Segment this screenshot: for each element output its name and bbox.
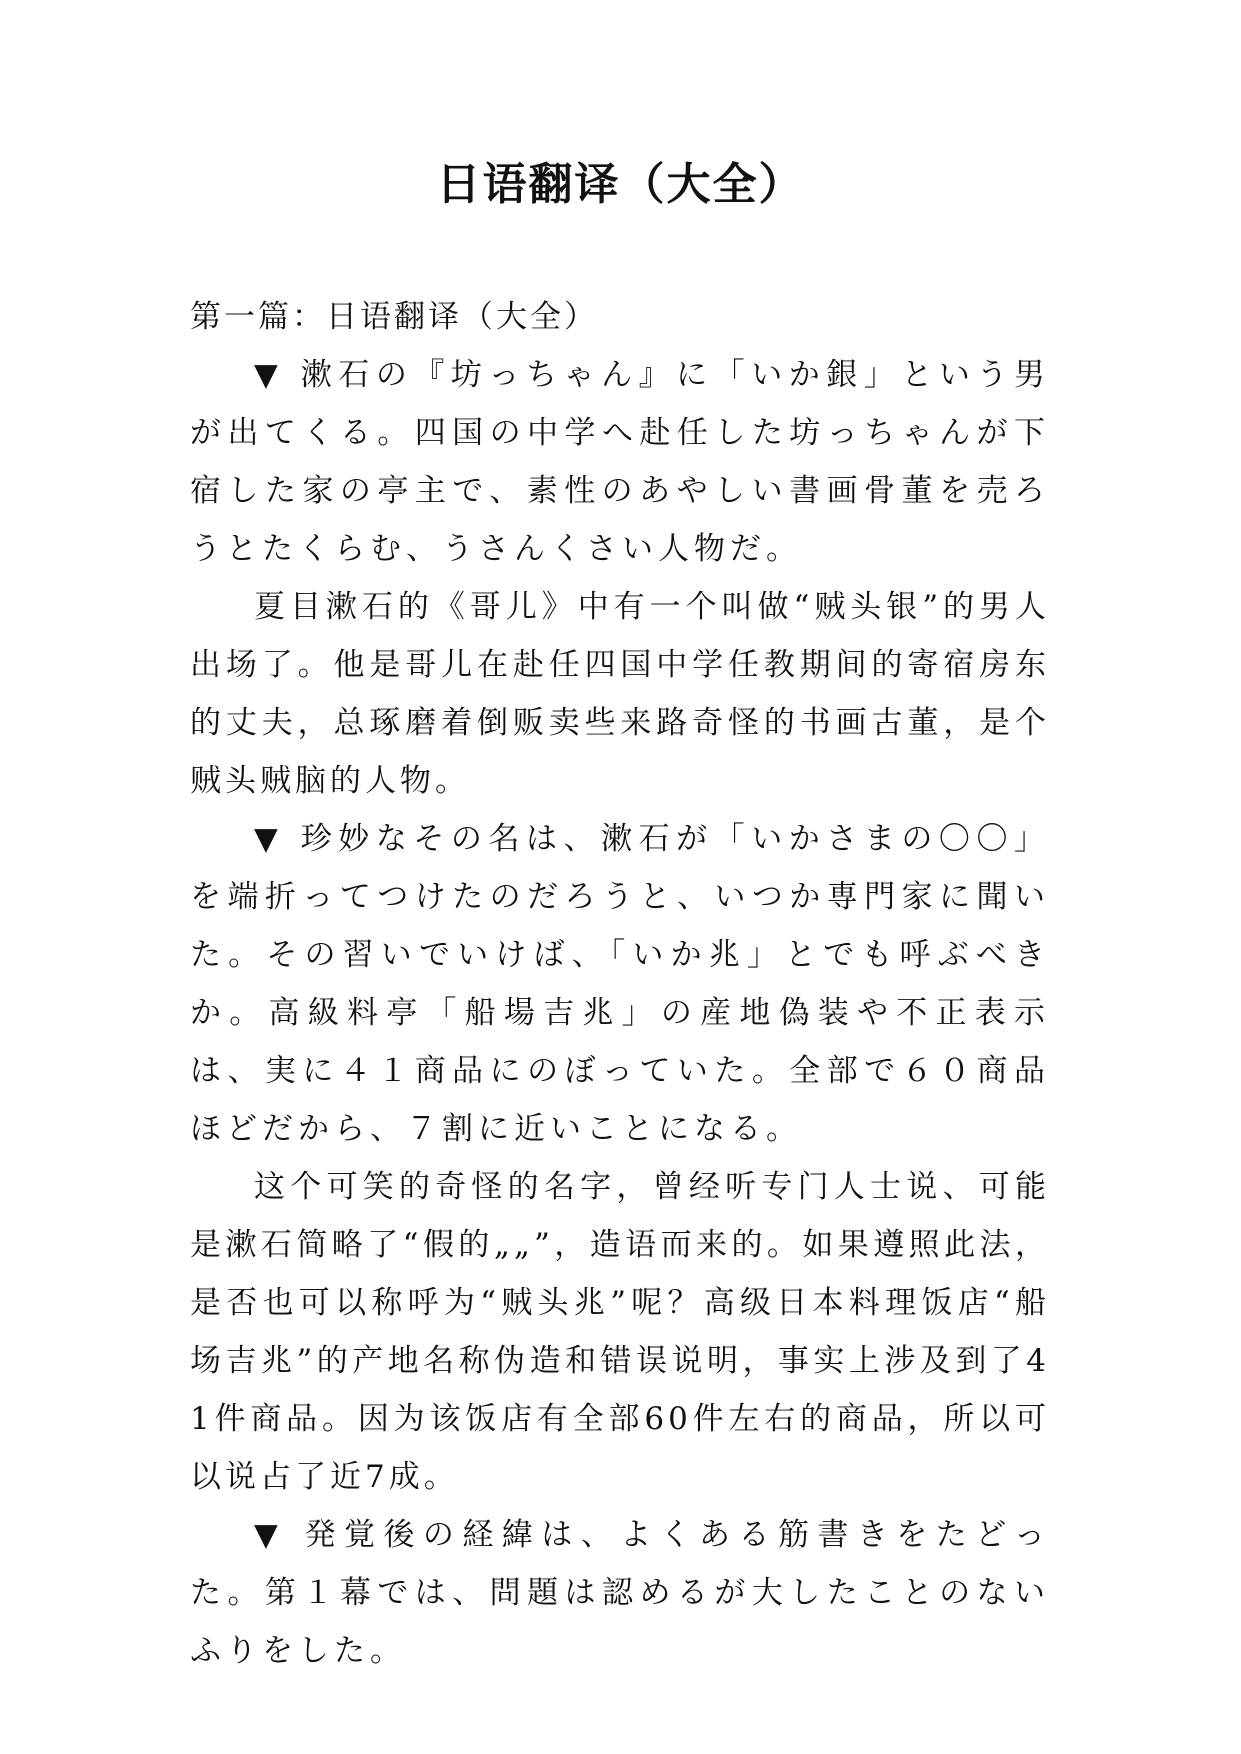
paragraph-japanese: ▼ 発覚後の経緯は、よくある筋書きをたどった。第１幕では、問題は認めるが大したことのないふりをした。 — [190, 1517, 1050, 1669]
paragraph-japanese: ▼ 漱石の『坊っちゃん』に「いか銀」という男が出てくる。四国の中学へ赴任した坊っちゃんが下宿した家の亭主で、素性のあやしい書画骨董を売ろうとたくらむ、うさんくさい人物だ。 — [190, 357, 1050, 567]
document-body — [190, 288, 1050, 1680]
paragraph-chinese: 这个可笑的奇怪的名字，曾经听专门人士说、可能是漱石简略了“假的„„”，造语而来的。如果遵照此法，是否也可以称呼为“贼头兆”呢？高级日本料理饭店“船场吉兆”的产地名称伪造和错误说明，事实上涉及到了41件商品。因为该饭店有全部60件左右的商品，所以可以说占了近7成。 — [190, 1169, 1050, 1495]
section-heading: 第一篇：日语翻译（大全） — [190, 299, 598, 335]
paragraph-japanese: ▼ 珍妙なその名は、漱石が「いかさまの〇〇」を端折ってつけたのだろうと、いつか専門家に聞いた。その習いでいけば、「いか兆」とでも呼ぶべきか。高級料亭「船場吉兆」の産地偽装や不正表示は、実に４１商品にのぼっていた。全部で６０商品ほどだから、７割に近いことになる。 — [190, 821, 1050, 1147]
paragraph-chinese: 夏目漱石的《哥儿》中有一个叫做“贼头银”的男人出场了。他是哥儿在赴任四国中学任教期间的寄宿房东的丈夫，总琢磨着倒贩卖些来路奇怪的书画古董，是个贼头贼脑的人物。 — [190, 589, 1050, 799]
document-title: 日语翻译（大全） — [436, 159, 805, 210]
